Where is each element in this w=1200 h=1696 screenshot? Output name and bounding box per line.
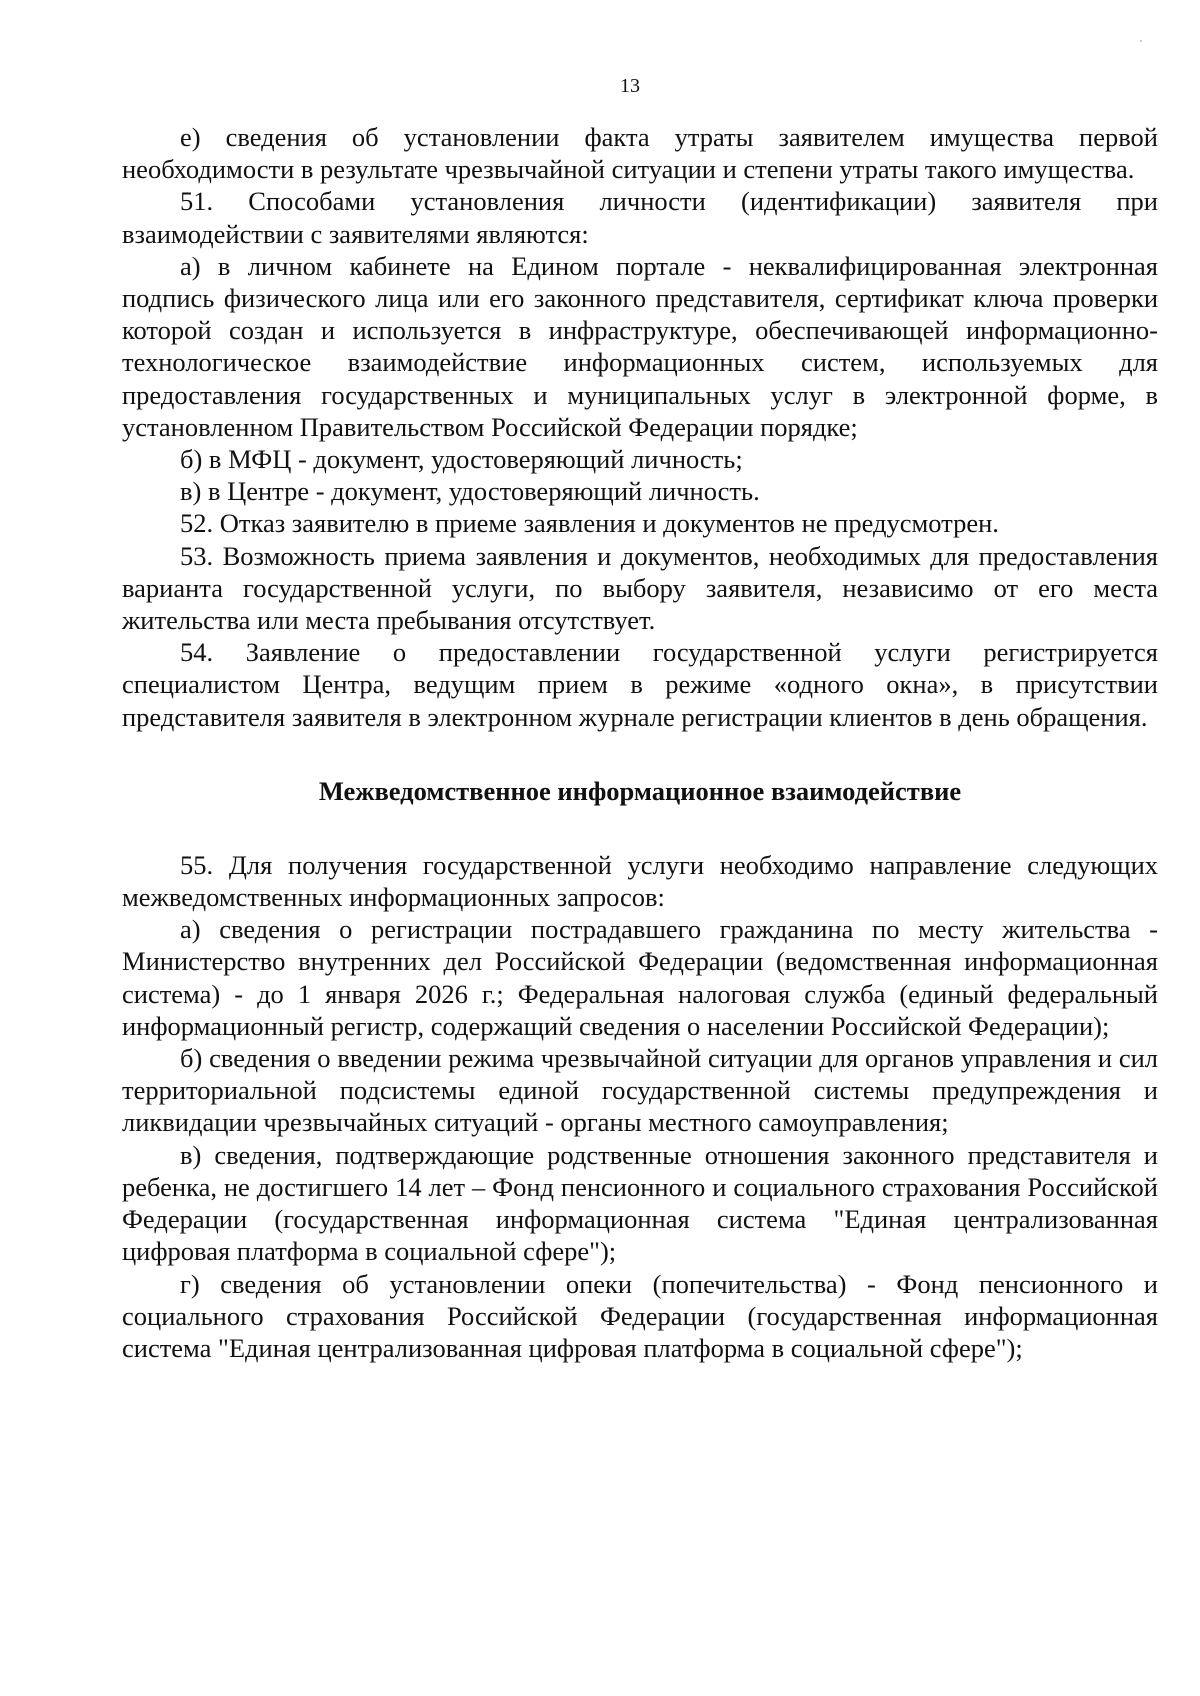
paragraph-b-emergency-regime: б) сведения о введении режима чрезвычайной ситуации для органов управления и сил территориальной подсистемы единой государственной системы предупреждения и ликвидации чрезвычайных ситуаций - органы местного самоуправления;	[122, 1043, 1158, 1138]
paragraph-54-registration: 54. Заявление о предоставлении государственной услуги регистрируется специалистом Центра, ведущим прием в режиме «одного окна», в присутствии представителя заявителя в электронном журнале регистрации клиентов в день обращения.	[122, 637, 1158, 732]
paragraph-55-requests: 55. Для получения государственной услуги необходимо направление следующих межведомственных информационных запросов:	[122, 849, 1158, 913]
paragraph-53-possibility: 53. Возможность приема заявления и документов, необходимых для предоставления варианта государственной услуги, по выбору заявителя, независимо от его места жительства или места пребывания отсутствует.	[122, 540, 1158, 636]
paragraph-e-property-loss: е) сведения об установлении факта утраты заявителем имущества первой необходимости в результате чрезвычайной ситуации и степени утраты такого имущества.	[122, 122, 1158, 185]
paragraph-b-mfc: б) в МФЦ - документ, удостоверяющий личность;	[180, 444, 743, 475]
paragraph-g-guardianship: г) сведения об установлении опеки (попечительства) - Фонд пенсионного и социального страхования Российской Федерации (государственная информационная система "Единая централизованная цифровая платформа в социальной сфере");	[122, 1268, 1158, 1363]
scan-speck	[1140, 40, 1142, 42]
section-heading: Межведомственное информационное взаимодействие	[318, 775, 962, 806]
paragraph-v-center: в) в Центре - документ, удостоверяющий личность.	[180, 476, 760, 507]
paragraph-a-registration-info: а) сведения о регистрации пострадавшего гражданина по месту жительства - Министерство внутренних дел Российской Федерации (ведомственная информационная система) - до 1 января 2026 г.; Федеральная налоговая служба (единый федеральный информационный регистр, содержащий сведения о населении Российской Федерации);	[122, 914, 1158, 1041]
paragraph-a-personal-account: а) в личном кабинете на Едином портале - неквалифицированная электронная подпись физического лица или его законного представителя, сертификат ключа проверки которой создан и используется в инфраструктуре, обеспечивающей информационно-технологическое взаимодействие информационных систем, используемых для предоставления государственных и муниципальных услуг в электронной форме, в установленном Правительством Российской Федерации порядке;	[122, 250, 1158, 442]
paragraph-52-refusal: 52. Отказ заявителю в приеме заявления и документов не предусмотрен.	[180, 508, 999, 539]
page-number: 13	[620, 75, 640, 97]
paragraph-51-identification: 51. Способами установления личности (идентификации) заявителя при взаимодействии с заявителями являются:	[122, 186, 1158, 249]
document-body	[122, 121, 1158, 1364]
paragraph-v-kinship: в) сведения, подтверждающие родственные отношения законного представителя и ребенка, не достигшего 14 лет – Фонд пенсионного и социального страхования Российской Федерации (государственная информационная система "Единая централизованная цифровая платформа в социальной сфере");	[122, 1139, 1158, 1267]
